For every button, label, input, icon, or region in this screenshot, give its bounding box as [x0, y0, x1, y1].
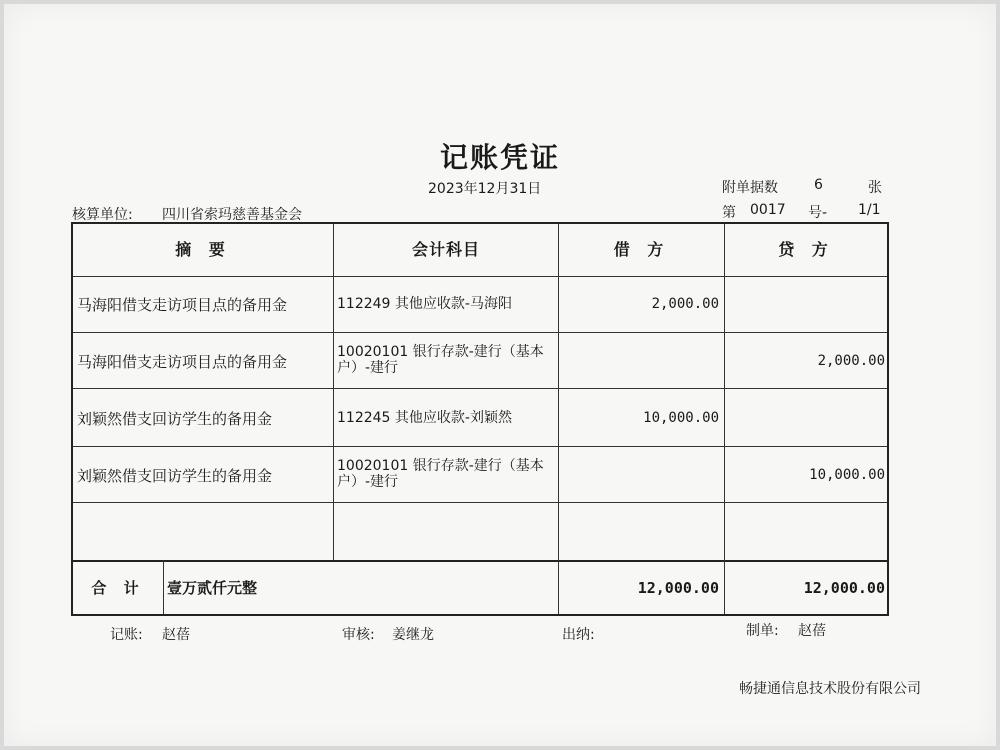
reviewer-label: 审核: — [342, 627, 375, 643]
row-1-summary: 马海阳借支走访项目点的备用金 — [77, 296, 288, 314]
row-divider — [73, 332, 887, 333]
preparer-label: 制单: — [746, 623, 779, 639]
attachments-unit: 张 — [868, 180, 882, 196]
voucher-number-separator: 号- — [808, 205, 828, 221]
total-divider — [73, 560, 887, 562]
row-divider — [73, 446, 887, 447]
total-label-divider — [163, 560, 164, 614]
bookkeeper-name: 赵蓓 — [162, 627, 190, 643]
voucher-date: 2023年12月31日 — [428, 181, 542, 197]
voucher-table — [71, 222, 889, 616]
row-divider — [73, 388, 887, 389]
total-debit: 12,000.00 — [637, 579, 719, 597]
total-label: 合 计 — [91, 579, 145, 597]
header-credit: 贷 方 — [778, 240, 834, 259]
row-4-credit: 10,000.00 — [809, 467, 885, 483]
header-account: 会计科目 — [411, 240, 480, 259]
header-summary: 摘 要 — [175, 240, 231, 259]
voucher-title: 记账凭证 — [439, 141, 560, 174]
row-3-debit: 10,000.00 — [643, 410, 719, 426]
row-2-account: 10020101 银行存款-建行（基本户）-建行 — [337, 344, 544, 376]
row-3-summary: 刘颖然借支回访学生的备用金 — [77, 410, 273, 428]
voucher-number: 0017 — [750, 202, 786, 218]
preparer-name: 赵蓓 — [798, 623, 826, 639]
bookkeeper-label: 记账: — [110, 627, 143, 643]
row-divider — [73, 276, 887, 277]
cashier-label: 出纳: — [562, 627, 595, 643]
header-debit: 借 方 — [613, 240, 670, 259]
voucher-page: 1/1 — [858, 202, 881, 218]
row-1-debit: 2,000.00 — [651, 296, 719, 312]
software-company: 畅捷通信息技术股份有限公司 — [739, 681, 921, 697]
total-amount-words: 壹万贰仟元整 — [167, 579, 258, 597]
row-3-account: 112245 其他应收款-刘颖然 — [337, 410, 512, 426]
col-divider — [724, 224, 725, 614]
row-4-account: 10020101 银行存款-建行（基本户）-建行 — [337, 458, 544, 490]
row-2-summary: 马海阳借支走访项目点的备用金 — [77, 353, 288, 371]
attachments-label: 附单据数 — [722, 180, 778, 196]
row-divider — [73, 502, 887, 503]
voucher-number-prefix: 第 — [722, 205, 736, 221]
total-credit: 12,000.00 — [803, 579, 885, 597]
row-2-credit: 2,000.00 — [817, 353, 885, 369]
attachments-count: 6 — [814, 177, 823, 193]
col-divider — [333, 224, 334, 560]
reviewer-name: 姜继龙 — [392, 627, 434, 643]
row-4-summary: 刘颖然借支回访学生的备用金 — [77, 467, 273, 485]
org-name: 四川省索玛慈善基金会 — [162, 207, 302, 223]
voucher-paper — [4, 4, 996, 746]
row-1-account: 112249 其他应收款-马海阳 — [337, 296, 512, 312]
org-label: 核算单位: — [72, 207, 133, 223]
